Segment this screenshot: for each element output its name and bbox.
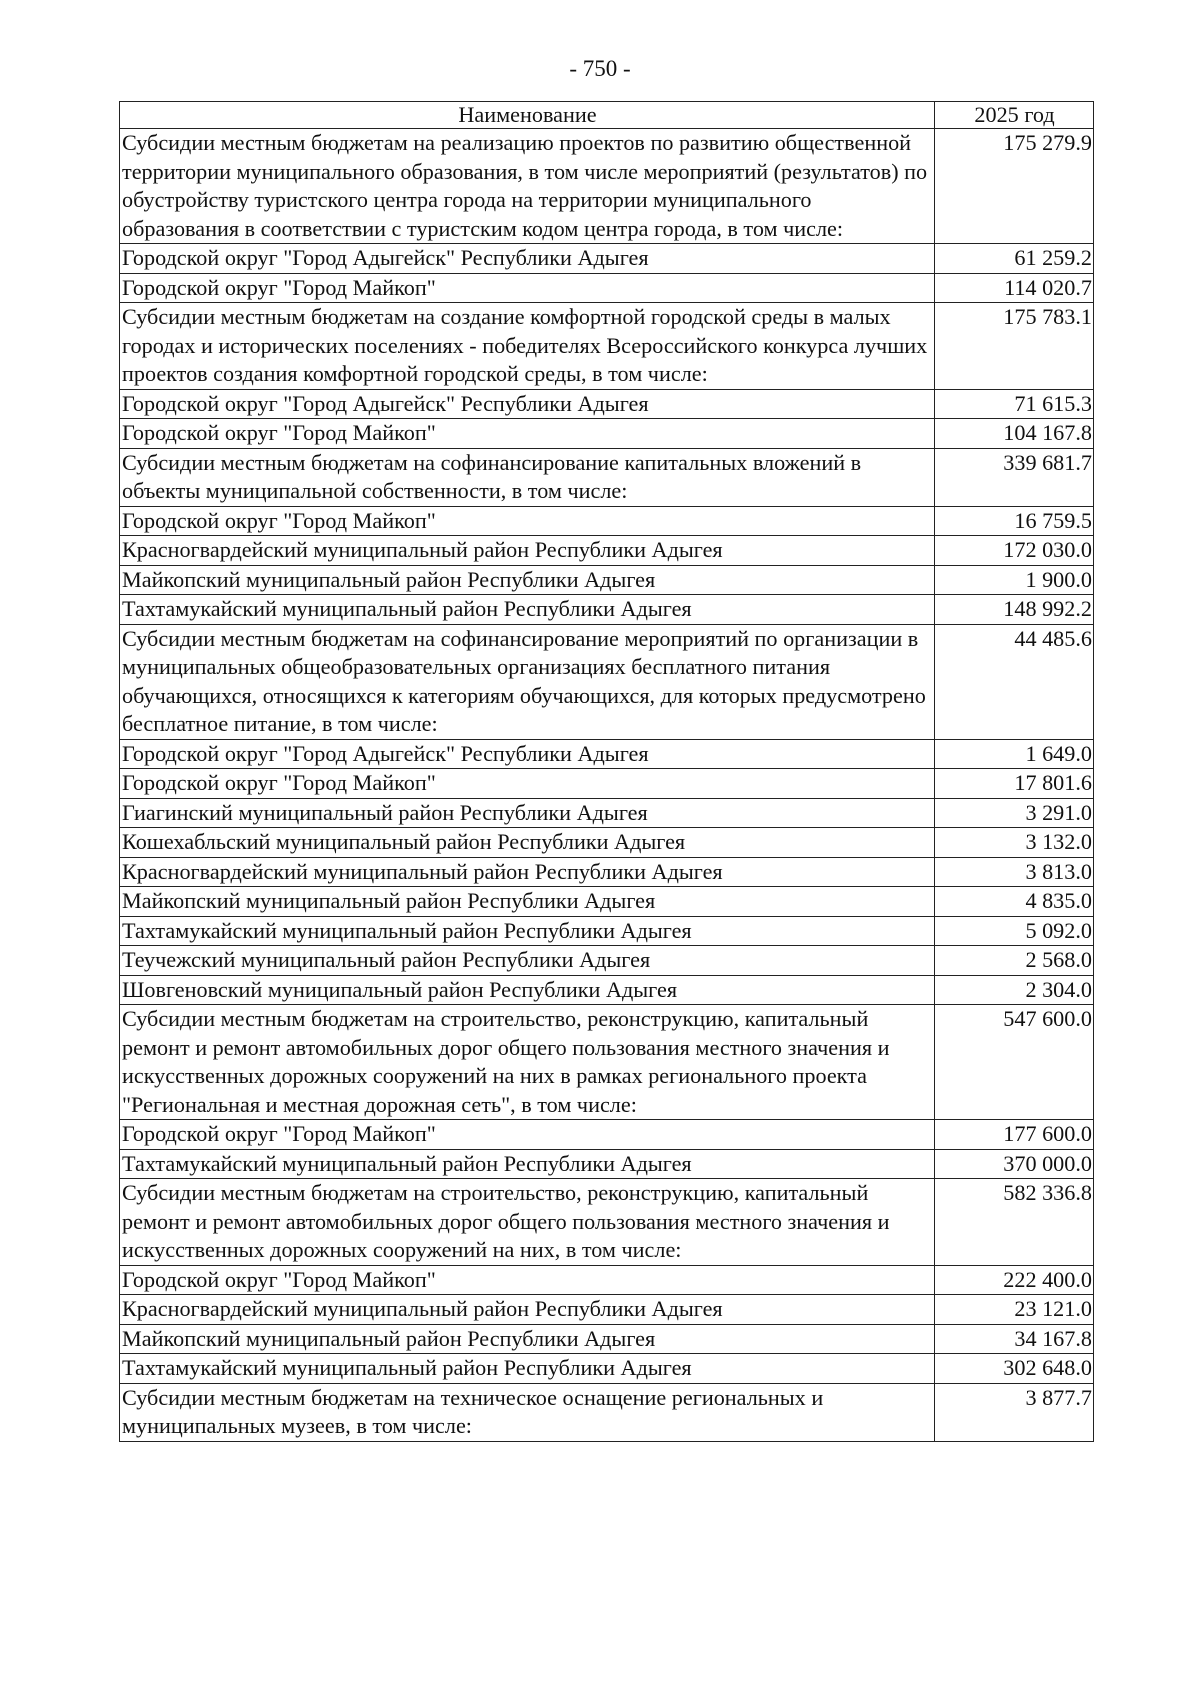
row-value: 23 121.0	[935, 1295, 1094, 1325]
budget-table	[119, 101, 1094, 1442]
table-row	[120, 975, 1094, 1005]
table-row	[120, 448, 1094, 506]
table-row	[120, 1383, 1094, 1441]
row-name: Субсидии местным бюджетам на создание комфортной городской среды в малых городах и исторических поселениях - победителях Всероссийского конкурса лучших проектов создания комфортной городской среды, в том числе:	[120, 303, 935, 390]
row-name: Теучежский муниципальный район Республики Адыгея	[120, 946, 935, 976]
table-row	[120, 565, 1094, 595]
row-value: 17 801.6	[935, 769, 1094, 799]
row-value: 222 400.0	[935, 1265, 1094, 1295]
row-name: Субсидии местным бюджетам на софинансирование капитальных вложений в объекты муниципальной собственности, в том числе:	[120, 448, 935, 506]
row-name: Майкопский муниципальный район Республики Адыгея	[120, 565, 935, 595]
row-name: Городской округ "Город Адыгейск" Республики Адыгея	[120, 739, 935, 769]
row-value: 3 291.0	[935, 798, 1094, 828]
row-name: Майкопский муниципальный район Республики Адыгея	[120, 1324, 935, 1354]
row-name: Городской округ "Город Майкоп"	[120, 1120, 935, 1150]
row-value: 172 030.0	[935, 536, 1094, 566]
row-value: 547 600.0	[935, 1005, 1094, 1120]
table-row	[120, 916, 1094, 946]
table-row	[120, 769, 1094, 799]
row-value: 2 568.0	[935, 946, 1094, 976]
table-row	[120, 1354, 1094, 1384]
table-row	[120, 828, 1094, 858]
table-row	[120, 1324, 1094, 1354]
table-row	[120, 857, 1094, 887]
row-value: 5 092.0	[935, 916, 1094, 946]
row-value: 34 167.8	[935, 1324, 1094, 1354]
row-name: Городской округ "Город Адыгейск" Республики Адыгея	[120, 389, 935, 419]
table-row	[120, 129, 1094, 244]
row-value: 175 279.9	[935, 129, 1094, 244]
table-row	[120, 887, 1094, 917]
row-name: Майкопский муниципальный район Республики Адыгея	[120, 887, 935, 917]
row-value: 44 485.6	[935, 624, 1094, 739]
row-name: Красногвардейский муниципальный район Республики Адыгея	[120, 857, 935, 887]
row-value: 339 681.7	[935, 448, 1094, 506]
table-row	[120, 389, 1094, 419]
table-row	[120, 419, 1094, 449]
table-row	[120, 1005, 1094, 1120]
table-row	[120, 244, 1094, 274]
row-name: Городской округ "Город Майкоп"	[120, 419, 935, 449]
row-value: 3 813.0	[935, 857, 1094, 887]
table-row	[120, 1295, 1094, 1325]
table-row	[120, 1149, 1094, 1179]
row-value: 302 648.0	[935, 1354, 1094, 1384]
row-name: Субсидии местным бюджетам на строительство, реконструкцию, капитальный ремонт и ремонт автомобильных дорог общего пользования местного значения и искусственных дорожных сооружений на них, в том числе:	[120, 1179, 935, 1266]
row-value: 61 259.2	[935, 244, 1094, 274]
row-value: 582 336.8	[935, 1179, 1094, 1266]
row-value: 1 900.0	[935, 565, 1094, 595]
row-name: Городской округ "Город Майкоп"	[120, 273, 935, 303]
table-row	[120, 506, 1094, 536]
row-name: Тахтамукайский муниципальный район Республики Адыгея	[120, 1149, 935, 1179]
row-name: Городской округ "Город Майкоп"	[120, 506, 935, 536]
table-header-row	[120, 102, 1094, 129]
header-year: 2025 год	[935, 102, 1094, 129]
row-name: Городской округ "Город Майкоп"	[120, 1265, 935, 1295]
row-value: 1 649.0	[935, 739, 1094, 769]
row-value: 104 167.8	[935, 419, 1094, 449]
row-name: Городской округ "Город Адыгейск" Республики Адыгея	[120, 244, 935, 274]
row-name: Тахтамукайский муниципальный район Республики Адыгея	[120, 916, 935, 946]
row-value: 148 992.2	[935, 595, 1094, 625]
row-name: Красногвардейский муниципальный район Республики Адыгея	[120, 1295, 935, 1325]
table-row	[120, 946, 1094, 976]
row-name: Городской округ "Город Майкоп"	[120, 769, 935, 799]
row-value: 175 783.1	[935, 303, 1094, 390]
row-name: Гиагинский муниципальный район Республики Адыгея	[120, 798, 935, 828]
row-name: Красногвардейский муниципальный район Республики Адыгея	[120, 536, 935, 566]
table-row	[120, 1265, 1094, 1295]
row-value: 3 877.7	[935, 1383, 1094, 1441]
row-name: Тахтамукайский муниципальный район Республики Адыгея	[120, 595, 935, 625]
table-row	[120, 1179, 1094, 1266]
table-row	[120, 536, 1094, 566]
table-body	[120, 129, 1094, 1442]
row-name: Кошехабльский муниципальный район Республики Адыгея	[120, 828, 935, 858]
header-name: Наименование	[120, 102, 935, 129]
table-row	[120, 273, 1094, 303]
row-value: 2 304.0	[935, 975, 1094, 1005]
row-value: 71 615.3	[935, 389, 1094, 419]
row-value: 370 000.0	[935, 1149, 1094, 1179]
row-name: Шовгеновский муниципальный район Республики Адыгея	[120, 975, 935, 1005]
row-name: Тахтамукайский муниципальный район Республики Адыгея	[120, 1354, 935, 1384]
row-value: 16 759.5	[935, 506, 1094, 536]
page-number: - 750 -	[569, 56, 631, 81]
row-name: Субсидии местным бюджетам на софинансирование мероприятий по организации в муниципальных общеобразовательных организациях бесплатного питания обучающихся, относящихся к категориям обучающихся, для которых предусмотрено бесплатное питание, в том числе:	[120, 624, 935, 739]
table-row	[120, 595, 1094, 625]
row-value: 3 132.0	[935, 828, 1094, 858]
row-name: Субсидии местным бюджетам на реализацию проектов по развитию общественной территории муниципального образования, в том числе мероприятий (результатов) по обустройству туристского центра города на территории муниципального образования в соответствии с туристским кодом центра города, в том числе:	[120, 129, 935, 244]
row-value: 177 600.0	[935, 1120, 1094, 1150]
table-row	[120, 798, 1094, 828]
table-row	[120, 624, 1094, 739]
row-name: Субсидии местным бюджетам на техническое оснащение региональных и муниципальных музеев, в том числе:	[120, 1383, 935, 1441]
table-row	[120, 1120, 1094, 1150]
row-name: Субсидии местным бюджетам на строительство, реконструкцию, капитальный ремонт и ремонт автомобильных дорог общего пользования местного значения и искусственных дорожных сооружений на них в рамках регионального проекта "Региональная и местная дорожная сеть", в том числе:	[120, 1005, 935, 1120]
row-value: 114 020.7	[935, 273, 1094, 303]
table-row	[120, 739, 1094, 769]
table-row	[120, 303, 1094, 390]
row-value: 4 835.0	[935, 887, 1094, 917]
